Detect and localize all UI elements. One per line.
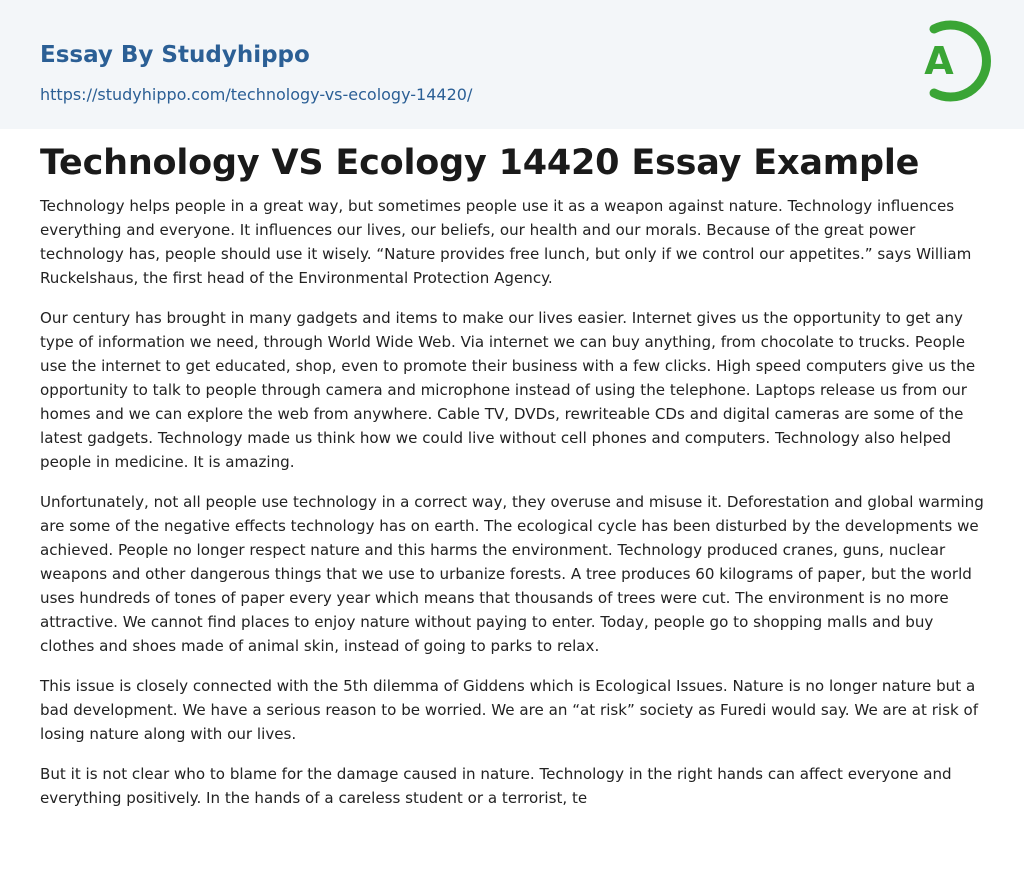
essay-body (40, 194, 984, 826)
brand-title[interactable]: Essay By Studyhippo (40, 42, 310, 68)
site-header (0, 0, 1024, 129)
essay-paragraph: Technology helps people in a great way, but sometimes people use it as a weapon against nature. Technology influences everything and everyone. It influences our lives, our beliefs, our health and our morals. Because of the great power technology has, people should use it wisely. “Nature provides free lunch, but only if we control our appetites.” says William Ruckelshaus, the first head of the Environmental Protection Agency. (40, 197, 972, 287)
essay-paragraph: But it is not clear who to blame for the damage caused in nature. Technology in the right hands can affect everyone and everything positively. In the hands of a careless student or a terrorist, te (40, 765, 952, 807)
page-title: Technology VS Ecology 14420 Essay Example (40, 143, 920, 183)
essay-paragraph: This issue is closely connected with the 5th dilemma of Giddens which is Ecological Issues. Nature is no longer nature but a bad development. We have a serious reason to be worried. We are an “at risk” society as Furedi would say. We are at risk of losing nature along with our lives. (40, 677, 979, 743)
source-url-link[interactable]: https://studyhippo.com/technology-vs-ecology-14420/ (40, 85, 473, 104)
essay-paragraph: Unfortunately, not all people use technology in a correct way, they overuse and misuse it. Deforestation and global warming are some of the negative effects technology has on earth. The ecological cycle has been disturbed by the developments we achieved. People no longer respect nature and this harms the environment. Technology produced cranes, guns, nuclear weapons and other dangerous things that we use to urbanize forests. A tree produces 60 kilograms of paper, but the world uses hundreds of tones of paper every year which means that thousands of trees were cut. The environment is no more attractive. We cannot find places to enjoy nature without paying to enter. Today, people go to shopping malls and buy clothes and shoes made of animal skin, instead of going to parks to relax. (40, 493, 984, 655)
studyhippo-logo-icon[interactable] (908, 16, 992, 108)
essay-paragraph: Our century has brought in many gadgets and items to make our lives easier. Internet gives us the opportunity to get any type of information we need, through World Wide Web. Via internet we can buy anything, from chocolate to trucks. People use the internet to get educated, shop, even to promote their business with a few clicks. High speed computers give us the opportunity to talk to people through camera and microphone instead of using the telephone. Laptops release us from our homes and we can explore the web from anywhere. Cable TV, DVDs, rewriteable CDs and digital cameras are some of the latest gadgets. Technology made us think how we could live without cell phones and computers. Technology also helped people in medicine. It is amazing. (40, 309, 976, 471)
logo-letter: A (924, 39, 954, 83)
